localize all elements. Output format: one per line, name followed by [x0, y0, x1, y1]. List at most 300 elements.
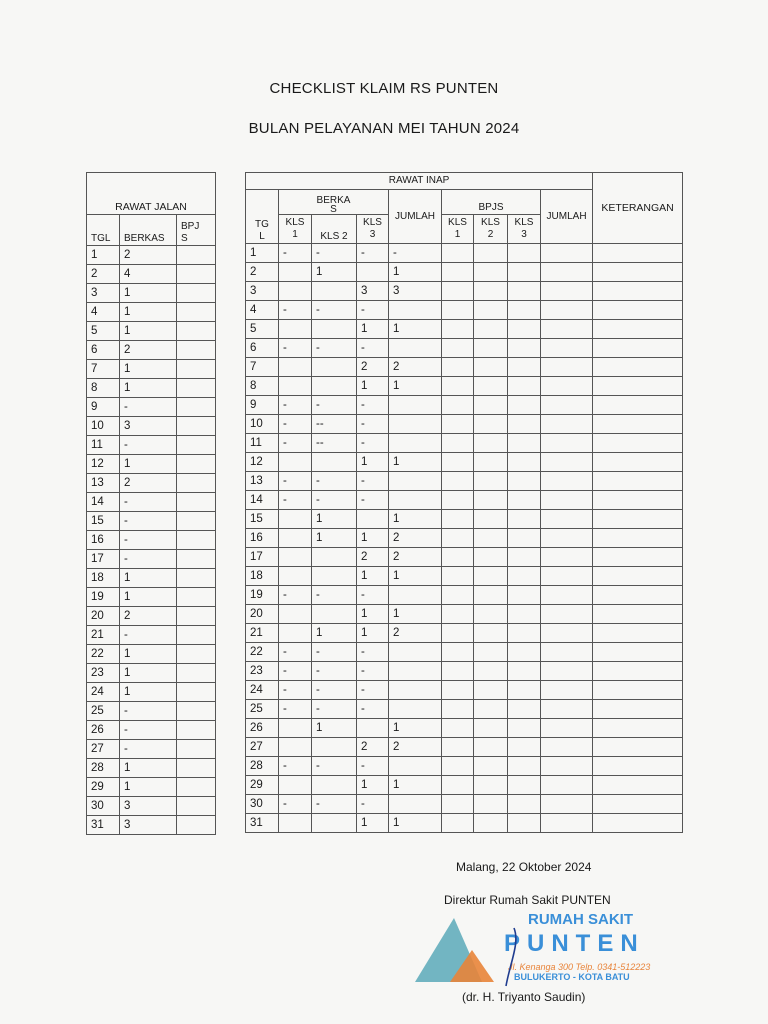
- kls2-cell: [312, 377, 357, 396]
- table-row: [246, 681, 683, 700]
- inap-tgl-cell: 17: [246, 548, 279, 567]
- bpjs-kls3-cell: [508, 681, 541, 700]
- kls2-header: KLS 2: [312, 215, 357, 244]
- bpjs-kls3-cell: [508, 529, 541, 548]
- table-row: [87, 341, 216, 360]
- kls3-cell: 2: [357, 738, 389, 757]
- table-row: [246, 434, 683, 453]
- bpjs-kls2-cell: [474, 548, 508, 567]
- table-row: [246, 757, 683, 776]
- jumlah-cell: -: [389, 244, 442, 263]
- table-row: [87, 588, 216, 607]
- bpjs-jumlah-cell: [541, 586, 593, 605]
- bpjs-kls1-cell: [442, 548, 474, 567]
- kls2-cell: [312, 776, 357, 795]
- bpjs-cell: [177, 474, 216, 493]
- bpjs-kls3-cell: [508, 814, 541, 833]
- table-row: [246, 491, 683, 510]
- bpjs-cell: [177, 531, 216, 550]
- bpjs-cell: [177, 284, 216, 303]
- jumlah-cell: [389, 681, 442, 700]
- table-row: [246, 719, 683, 738]
- bpjs-kls2-cell: [474, 605, 508, 624]
- table-row: [87, 493, 216, 512]
- kls2-cell: [312, 282, 357, 301]
- tgl-cell: 29: [87, 778, 120, 797]
- inap-tgl-cell: 29: [246, 776, 279, 795]
- bpjs-cell: [177, 398, 216, 417]
- keterangan-cell: [593, 624, 683, 643]
- table-row: [246, 301, 683, 320]
- kls1-cell: [279, 263, 312, 282]
- kls3-line1: KLS: [363, 217, 382, 228]
- bpjs-cell: [177, 626, 216, 645]
- bpjs-cell: [177, 246, 216, 265]
- jumlah-cell: 2: [389, 738, 442, 757]
- bpjs-kls3-cell: [508, 301, 541, 320]
- bpjs-jumlah-cell: [541, 453, 593, 472]
- bpjs-kls2-cell: [474, 643, 508, 662]
- inap-tgl-cell: 8: [246, 377, 279, 396]
- bpjs-kls2-cell: [474, 719, 508, 738]
- inap-tgl-cell: 10: [246, 415, 279, 434]
- bpjs-kls2-cell: [474, 757, 508, 776]
- bpjs-cell: [177, 493, 216, 512]
- keterangan-cell: [593, 434, 683, 453]
- signatory-role: Direktur Rumah Sakit PUNTEN: [444, 893, 611, 907]
- bpjs-kls3-cell: [508, 719, 541, 738]
- stamp-line2: PUNTEN: [504, 930, 645, 957]
- bpjs-kls1-cell: [442, 586, 474, 605]
- bpjs-kls1-cell: [442, 738, 474, 757]
- keterangan-cell: [593, 738, 683, 757]
- table-row: [246, 358, 683, 377]
- table-row: [246, 377, 683, 396]
- bpjs-jumlah-cell: [541, 244, 593, 263]
- bpjs-kls3-cell: [508, 396, 541, 415]
- bpjs-kls3-cell: [508, 567, 541, 586]
- jumlah-cell: 1: [389, 719, 442, 738]
- table-row: [87, 360, 216, 379]
- kls2-cell: 1: [312, 510, 357, 529]
- kls2-cell: -: [312, 396, 357, 415]
- kls3-cell: 2: [357, 358, 389, 377]
- bpjs-kls3-cell: [508, 624, 541, 643]
- bpjs-cell: [177, 664, 216, 683]
- kls2-cell: 1: [312, 529, 357, 548]
- kls1-cell: [279, 377, 312, 396]
- kls3-cell: -: [357, 700, 389, 719]
- inap-tgl-cell: 9: [246, 396, 279, 415]
- kls1-cell: [279, 738, 312, 757]
- bpjs-kls1-line2: 1: [454, 229, 461, 240]
- bpjs-kls1-cell: [442, 795, 474, 814]
- bpjs-cell: [177, 265, 216, 284]
- tgl-header: TGL: [87, 215, 120, 246]
- bpjs-jumlah-cell: [541, 434, 593, 453]
- bpjs-cell: [177, 588, 216, 607]
- kls1-cell: -: [279, 795, 312, 814]
- bpjs-kls3-cell: [508, 776, 541, 795]
- bpjs-jumlah-cell: [541, 757, 593, 776]
- bpjs-jumlah-cell: [541, 472, 593, 491]
- tgl-cell: 13: [87, 474, 120, 493]
- bpjs-jumlah-cell: [541, 339, 593, 358]
- bpjs-kls3-line2: 3: [521, 229, 527, 240]
- kls2-cell: -: [312, 244, 357, 263]
- kls3-cell: -: [357, 643, 389, 662]
- table-row: [87, 569, 216, 588]
- bpjs-jumlah-cell: [541, 795, 593, 814]
- keterangan-cell: [593, 662, 683, 681]
- inap-tgl-cell: 15: [246, 510, 279, 529]
- bpjs-kls1-cell: [442, 624, 474, 643]
- bpjs-kls3-line1: KLS: [514, 217, 534, 228]
- bpjs-kls1-cell: [442, 263, 474, 282]
- berkas-cell: 1: [120, 778, 177, 797]
- table-row: [87, 721, 216, 740]
- kls3-cell: 1: [357, 377, 389, 396]
- berkas-cell: 2: [120, 474, 177, 493]
- bpjs-cell: [177, 379, 216, 398]
- bpjs-kls1-cell: [442, 415, 474, 434]
- jumlah-cell: 2: [389, 358, 442, 377]
- kls2-cell: -: [312, 491, 357, 510]
- tgl-cell: 12: [87, 455, 120, 474]
- bpjs-kls1-cell: [442, 358, 474, 377]
- bpjs-cell: [177, 721, 216, 740]
- kls2-cell: -: [312, 757, 357, 776]
- kls3-cell: -: [357, 472, 389, 491]
- bpjs-cell: [177, 322, 216, 341]
- bpjs-kls2-cell: [474, 700, 508, 719]
- kls2-cell: -: [312, 643, 357, 662]
- kls3-cell: [357, 510, 389, 529]
- berkas-cell: 3: [120, 816, 177, 835]
- inap-berkas-header: [279, 190, 389, 215]
- jumlah-cell: 3: [389, 282, 442, 301]
- bpjs-kls1-cell: [442, 491, 474, 510]
- table-row: [87, 474, 216, 493]
- inap-tgl-cell: 6: [246, 339, 279, 358]
- bpjs-cell: [177, 816, 216, 835]
- tgl-cell: 28: [87, 759, 120, 778]
- bpjs-cell: [177, 740, 216, 759]
- keterangan-cell: [593, 814, 683, 833]
- jumlah-cell: 2: [389, 529, 442, 548]
- kls1-cell: -: [279, 472, 312, 491]
- jumlah-cell: 2: [389, 548, 442, 567]
- bpjs-kls2-header: [474, 215, 508, 244]
- place-date: Malang, 22 Oktober 2024: [456, 860, 592, 874]
- kls3-header: [357, 215, 389, 244]
- kls3-cell: -: [357, 491, 389, 510]
- berkas-cell: 1: [120, 759, 177, 778]
- berkas-cell: -: [120, 702, 177, 721]
- kls1-line1: KLS: [285, 217, 305, 228]
- jumlah-cell: 1: [389, 776, 442, 795]
- kls2-cell: [312, 567, 357, 586]
- kls3-cell: 1: [357, 776, 389, 795]
- bpjs-jumlah-cell: [541, 510, 593, 529]
- table-row: [87, 417, 216, 436]
- bpjs-kls3-cell: [508, 548, 541, 567]
- kls3-cell: -: [357, 301, 389, 320]
- kls3-cell: -: [357, 396, 389, 415]
- kls2-cell: [312, 605, 357, 624]
- table-row: [246, 662, 683, 681]
- keterangan-cell: [593, 795, 683, 814]
- bpjs-kls1-cell: [442, 510, 474, 529]
- bpjs-jumlah-cell: [541, 700, 593, 719]
- bpjs-kls1-cell: [442, 472, 474, 491]
- bpjs-kls2-line2: 2: [487, 229, 494, 240]
- tgl-cell: 30: [87, 797, 120, 816]
- bpjs-kls1-cell: [442, 681, 474, 700]
- kls3-cell: [357, 263, 389, 282]
- kls1-cell: [279, 358, 312, 377]
- kls1-cell: -: [279, 491, 312, 510]
- bpjs-jumlah-cell: [541, 377, 593, 396]
- jumlah-cell: 1: [389, 320, 442, 339]
- keterangan-cell: [593, 358, 683, 377]
- inap-tgl-cell: 22: [246, 643, 279, 662]
- tgl-cell: 19: [87, 588, 120, 607]
- jumlah-cell: 2: [389, 624, 442, 643]
- bpjs-jumlah-cell: [541, 643, 593, 662]
- kls2-cell: [312, 453, 357, 472]
- kls1-cell: [279, 719, 312, 738]
- tgl-cell: 8: [87, 379, 120, 398]
- berkas-cell: 1: [120, 569, 177, 588]
- inap-berkas-line1: BERKA: [316, 195, 351, 206]
- rawat-jalan-label: RAWAT JALAN: [87, 173, 216, 215]
- kls2-cell: [312, 320, 357, 339]
- kls3-cell: -: [357, 415, 389, 434]
- bpjs-jumlah-cell: [541, 415, 593, 434]
- table-row: [246, 814, 683, 833]
- jumlah-cell: [389, 491, 442, 510]
- stamp-line3: Jl. Kenanga 300 Telp. 0341-512223: [508, 962, 651, 972]
- jumlah-cell: [389, 415, 442, 434]
- inap-tgl-cell: 11: [246, 434, 279, 453]
- table-row: [87, 284, 216, 303]
- kls2-cell: -: [312, 795, 357, 814]
- tgl-cell: 22: [87, 645, 120, 664]
- bpjs-kls2-cell: [474, 814, 508, 833]
- tgl-cell: 9: [87, 398, 120, 417]
- bpjs-kls2-cell: [474, 415, 508, 434]
- kls3-cell: 1: [357, 320, 389, 339]
- table-row: [246, 396, 683, 415]
- keterangan-cell: [593, 377, 683, 396]
- tgl-cell: 24: [87, 683, 120, 702]
- inap-tgl-cell: 28: [246, 757, 279, 776]
- bpjs-kls2-cell: [474, 358, 508, 377]
- berkas-cell: 1: [120, 379, 177, 398]
- kls3-cell: 1: [357, 814, 389, 833]
- bpjs-jumlah-cell: [541, 358, 593, 377]
- bpjs-kls3-cell: [508, 377, 541, 396]
- berkas-cell: 1: [120, 664, 177, 683]
- bpjs-jumlah-cell: [541, 719, 593, 738]
- kls1-cell: [279, 624, 312, 643]
- inap-tgl-cell: 19: [246, 586, 279, 605]
- bpjs-jumlah-cell: [541, 396, 593, 415]
- table-row: [246, 700, 683, 719]
- bpjs-kls3-cell: [508, 358, 541, 377]
- bpjs-kls3-cell: [508, 320, 541, 339]
- kls1-cell: [279, 605, 312, 624]
- bpjs-jumlah-cell: [541, 491, 593, 510]
- bpjs-cell: [177, 759, 216, 778]
- kls2-cell: -: [312, 301, 357, 320]
- table-row: [246, 795, 683, 814]
- table-row: [87, 379, 216, 398]
- kls3-cell: 1: [357, 453, 389, 472]
- berkas-cell: 2: [120, 246, 177, 265]
- bpjs-jumlah-cell: [541, 605, 593, 624]
- berkas-cell: 1: [120, 360, 177, 379]
- bpjs-jumlah-cell: [541, 624, 593, 643]
- bpjs-kls3-cell: [508, 282, 541, 301]
- inap-tgl-cell: 3: [246, 282, 279, 301]
- berkas-cell: -: [120, 740, 177, 759]
- keterangan-cell: [593, 491, 683, 510]
- inap-tgl-cell: 4: [246, 301, 279, 320]
- inap-tgl-cell: 31: [246, 814, 279, 833]
- kls3-line2: 3: [369, 229, 376, 240]
- jumlah-cell: [389, 301, 442, 320]
- table-row: [246, 643, 683, 662]
- tgl-cell: 17: [87, 550, 120, 569]
- bpjs-jumlah-cell: [541, 301, 593, 320]
- bpjs-kls1-cell: [442, 301, 474, 320]
- kls3-cell: -: [357, 681, 389, 700]
- kls1-cell: [279, 529, 312, 548]
- bpjs-kls2-cell: [474, 529, 508, 548]
- keterangan-cell: [593, 681, 683, 700]
- bpjs-cell: [177, 360, 216, 379]
- bpjs-kls2-cell: [474, 263, 508, 282]
- jumlah-cell: 1: [389, 814, 442, 833]
- bpjs-kls2-cell: [474, 586, 508, 605]
- inap-tgl-cell: 25: [246, 700, 279, 719]
- tgl-cell: 3: [87, 284, 120, 303]
- bpjs-kls3-cell: [508, 700, 541, 719]
- table-row: [87, 531, 216, 550]
- kls3-cell: 1: [357, 605, 389, 624]
- bpjs-kls2-cell: [474, 377, 508, 396]
- kls1-cell: -: [279, 434, 312, 453]
- kls2-cell: -: [312, 586, 357, 605]
- kls2-cell: 1: [312, 263, 357, 282]
- keterangan-cell: [593, 700, 683, 719]
- document-subtitle: BULAN PELAYANAN MEI TAHUN 2024: [248, 120, 520, 137]
- bpjs-kls1-cell: [442, 377, 474, 396]
- kls2-cell: -: [312, 700, 357, 719]
- keterangan-cell: [593, 567, 683, 586]
- inap-tgl-cell: 2: [246, 263, 279, 282]
- jumlah-cell: 1: [389, 567, 442, 586]
- berkas-cell: 3: [120, 417, 177, 436]
- berkas-cell: -: [120, 550, 177, 569]
- table-row: [87, 816, 216, 835]
- keterangan-cell: [593, 510, 683, 529]
- stamp-line4: BULUKERTO - KOTA BATU: [514, 972, 630, 982]
- berkas-cell: 1: [120, 455, 177, 474]
- bpjs-kls3-cell: [508, 738, 541, 757]
- bpjs-header-line1: BPJ: [181, 221, 200, 232]
- bpjs-kls2-cell: [474, 510, 508, 529]
- table-row: [87, 436, 216, 455]
- kls2-cell: --: [312, 415, 357, 434]
- bpjs-kls1-header: [442, 215, 474, 244]
- berkas-cell: -: [120, 626, 177, 645]
- keterangan-cell: [593, 605, 683, 624]
- inap-tgl-cell: 24: [246, 681, 279, 700]
- kls2-cell: -: [312, 339, 357, 358]
- bpjs-header: [177, 215, 216, 246]
- table-row: [246, 339, 683, 358]
- tgl-cell: 10: [87, 417, 120, 436]
- tgl-cell: 20: [87, 607, 120, 626]
- bpjs-kls1-cell: [442, 529, 474, 548]
- keterangan-cell: [593, 757, 683, 776]
- bpjs-kls2-cell: [474, 662, 508, 681]
- kls1-cell: -: [279, 757, 312, 776]
- table-row: [246, 415, 683, 434]
- bpjs-group-header: BPJS: [442, 190, 541, 215]
- bpjs-kls2-cell: [474, 681, 508, 700]
- table-row: [246, 738, 683, 757]
- bpjs-kls2-cell: [474, 339, 508, 358]
- bpjs-jumlah-cell: [541, 776, 593, 795]
- jumlah-cell: [389, 396, 442, 415]
- bpjs-jumlah-cell: [541, 662, 593, 681]
- tgl-cell: 1: [87, 246, 120, 265]
- bpjs-kls2-cell: [474, 320, 508, 339]
- inap-tgl-cell: 12: [246, 453, 279, 472]
- bpjs-kls3-cell: [508, 453, 541, 472]
- inap-berkas-line2: S: [330, 204, 337, 215]
- berkas-header: BERKAS: [120, 215, 177, 246]
- bpjs-kls2-cell: [474, 472, 508, 491]
- inap-tgl-header: [246, 190, 279, 244]
- kls3-cell: -: [357, 244, 389, 263]
- kls2-cell: -: [312, 662, 357, 681]
- keterangan-cell: [593, 548, 683, 567]
- jumlah-cell: [389, 757, 442, 776]
- bpjs-kls1-cell: [442, 339, 474, 358]
- bpjs-jumlah-cell: [541, 567, 593, 586]
- keterangan-cell: [593, 339, 683, 358]
- kls1-cell: -: [279, 244, 312, 263]
- bpjs-kls3-cell: [508, 339, 541, 358]
- keterangan-cell: [593, 301, 683, 320]
- inap-tgl-cell: 13: [246, 472, 279, 491]
- kls2-cell: 1: [312, 719, 357, 738]
- bpjs-kls1-cell: [442, 396, 474, 415]
- berkas-cell: -: [120, 531, 177, 550]
- tgl-cell: 23: [87, 664, 120, 683]
- bpjs-kls2-cell: [474, 301, 508, 320]
- inap-tgl-line1: TG: [255, 219, 269, 230]
- kls2-cell: -: [312, 681, 357, 700]
- jumlah-cell: [389, 700, 442, 719]
- bpjs-cell: [177, 702, 216, 721]
- keterangan-cell: [593, 529, 683, 548]
